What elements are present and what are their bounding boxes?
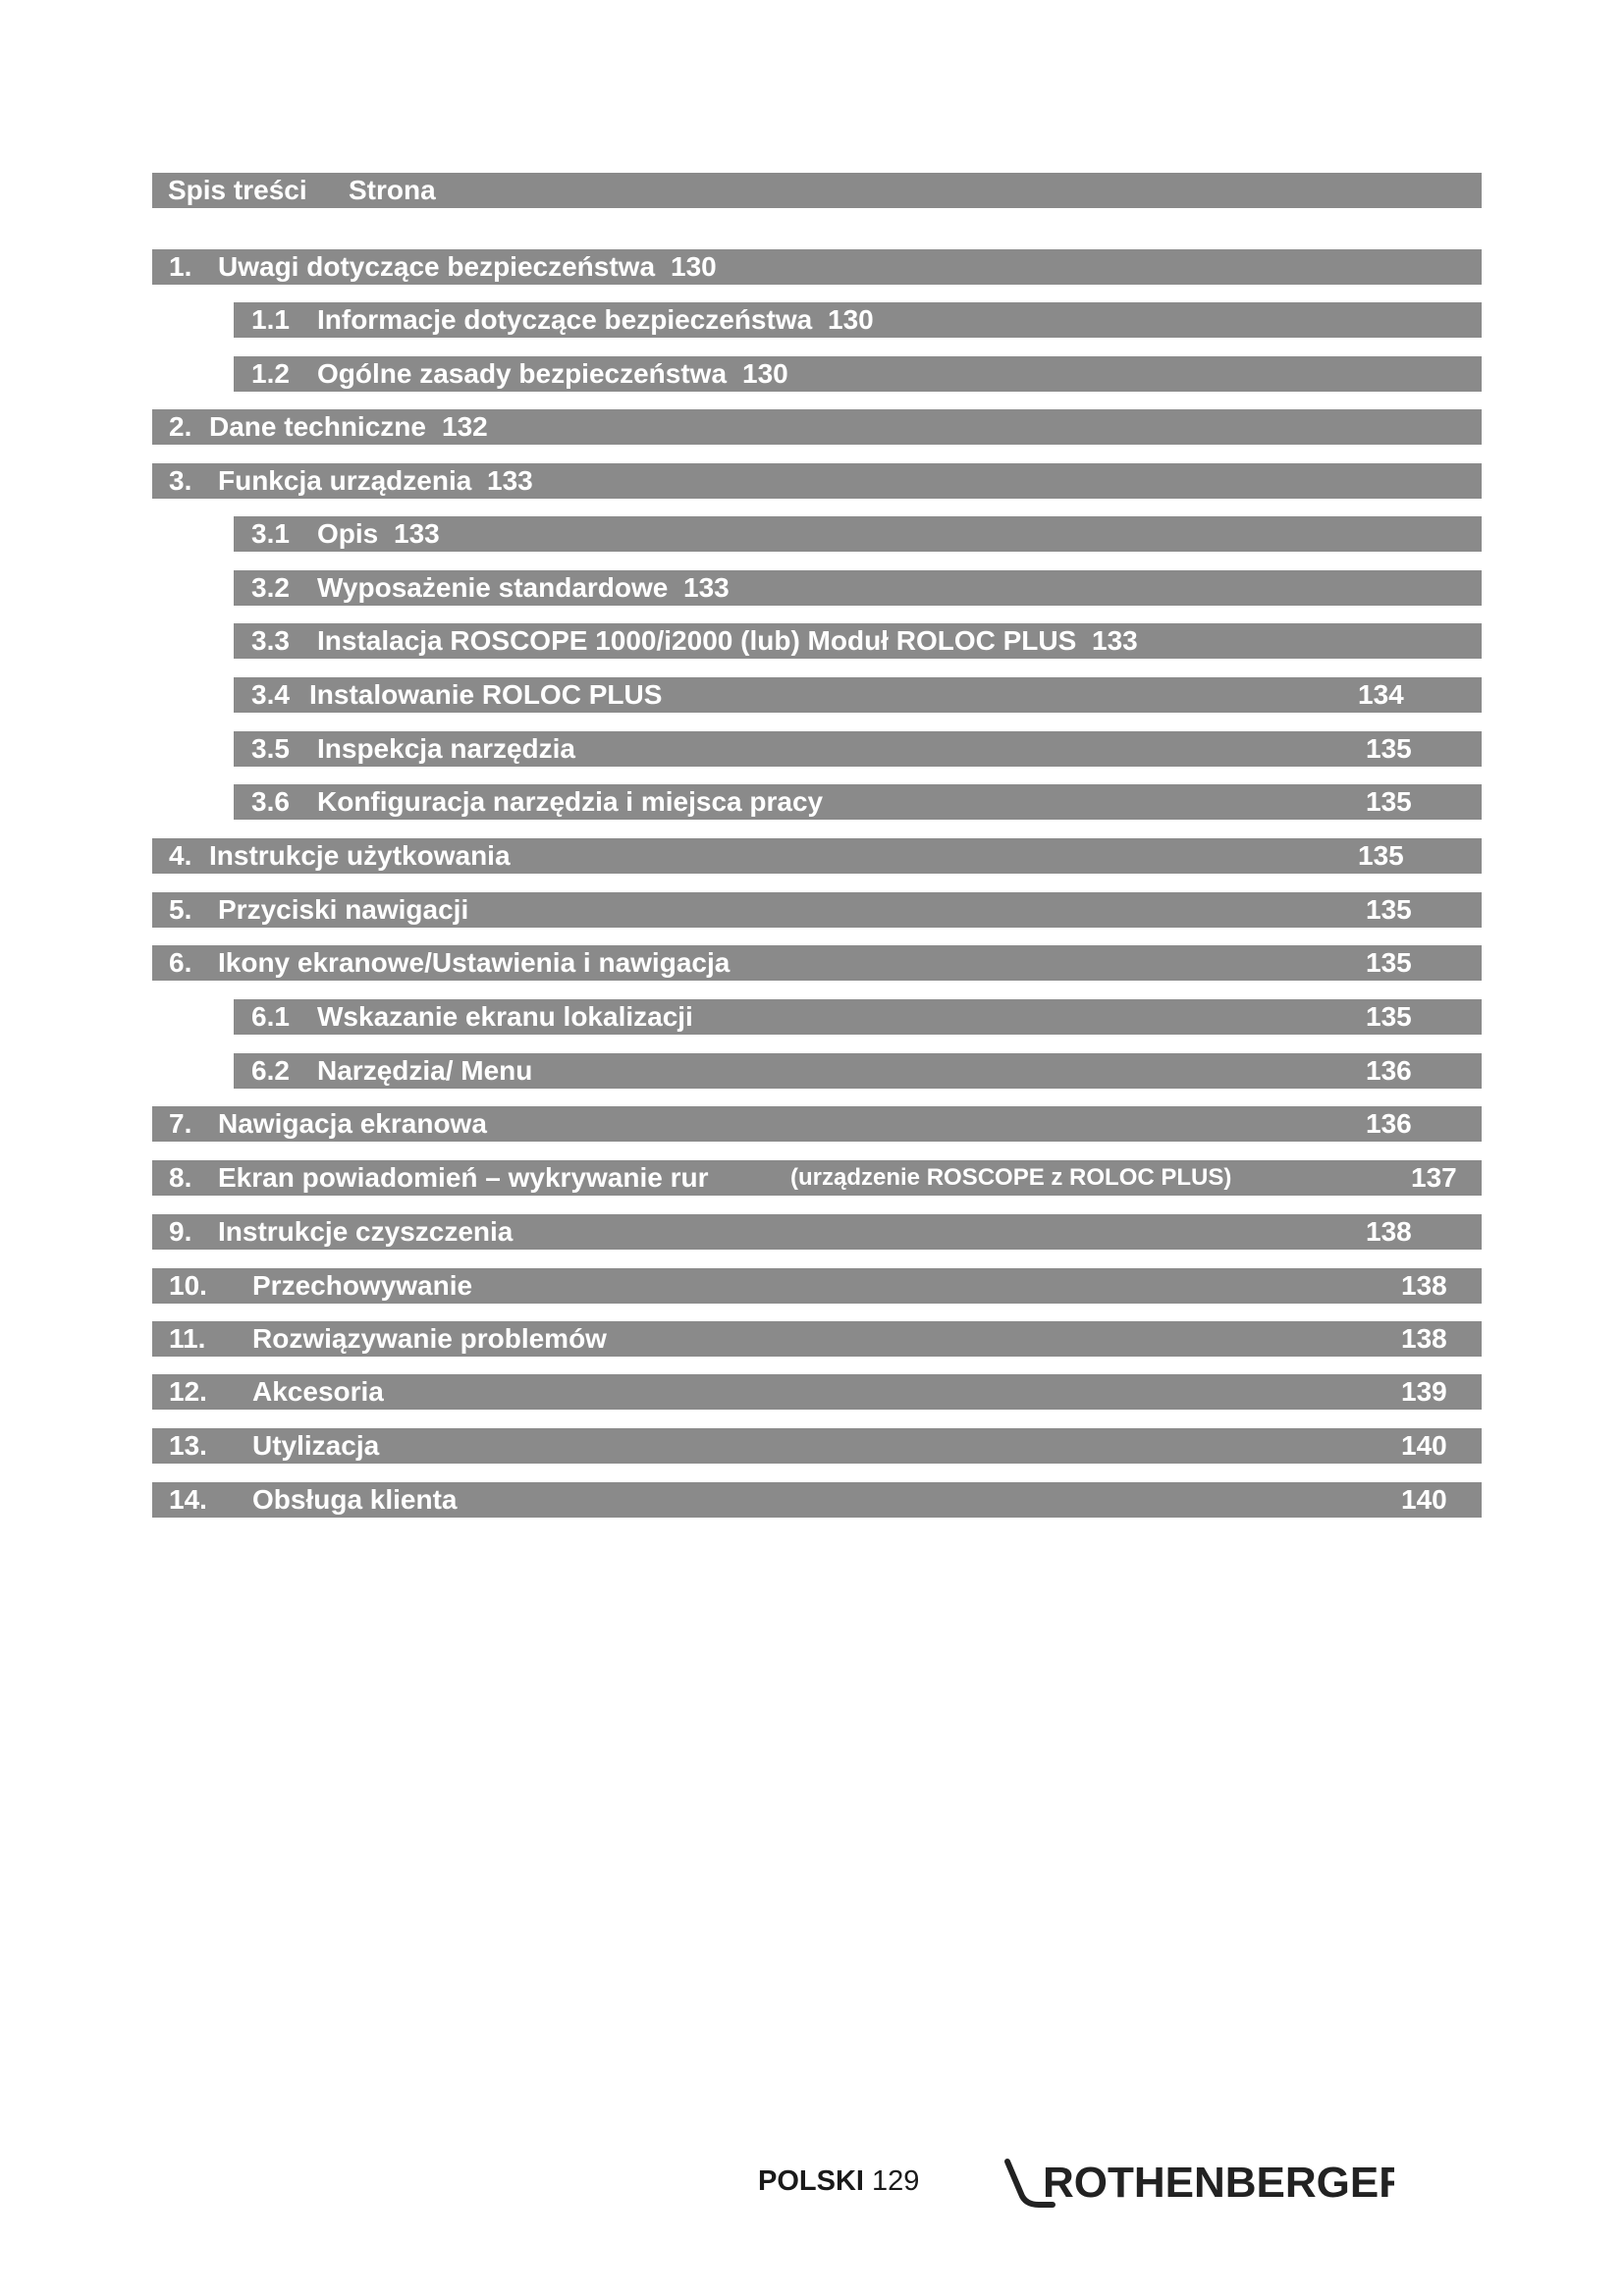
toc-entry-number: 6.1: [251, 1001, 290, 1032]
toc-entry-page: 132: [442, 411, 488, 442]
toc-entry-page: 135: [1358, 840, 1404, 871]
toc-entry-title: Narzędzia/ Menu: [317, 1055, 533, 1086]
toc-entry: [152, 409, 1482, 445]
toc-entry-page: 138: [1401, 1270, 1447, 1301]
footer-page-label: [758, 2165, 919, 2198]
toc-entry-number: 9.: [169, 1216, 192, 1247]
toc-entry-number: 3.6: [251, 786, 290, 817]
toc-entry-page: 135: [1366, 786, 1412, 817]
toc-entry: [234, 516, 1482, 552]
toc-entry-number: 11.: [169, 1323, 206, 1354]
toc-entry-number: 4.: [169, 840, 192, 871]
toc-entry-number: 10.: [169, 1270, 207, 1301]
toc-entry-title: Ogólne zasady bezpieczeństwa: [317, 358, 728, 389]
toc-entry-page: 136: [1366, 1108, 1412, 1139]
toc-entry-page: 139: [1401, 1376, 1447, 1407]
toc-entry: [152, 945, 1482, 981]
toc-entry-number: 3.5: [251, 733, 290, 764]
toc-entry-title: Instrukcje czyszczenia: [218, 1216, 514, 1247]
toc-entry: [152, 1374, 1482, 1410]
toc-entry: [152, 1482, 1482, 1518]
toc-entry-title: Informacje dotyczące bezpieczeństwa: [317, 304, 813, 335]
toc-entry-title: Przyciski nawigacji: [218, 894, 469, 925]
toc-entry: [152, 1268, 1482, 1304]
toc-entry-title: Ekran powiadomień – wykrywanie rur: [218, 1162, 709, 1193]
toc-entry-number: 1.: [169, 251, 192, 282]
toc-entry-number: 7.: [169, 1108, 192, 1139]
toc-entry-page: 140: [1401, 1430, 1447, 1461]
toc-entry-title: Funkcja urządzenia: [218, 465, 472, 496]
toc-entry-number: 3.3: [251, 625, 290, 656]
toc-entry-title: Instalacja ROSCOPE 1000/i2000 (lub) Moduł ROLOC PLUS: [317, 625, 1077, 656]
toc-entry-number: 12.: [169, 1376, 207, 1407]
toc-entry: [152, 1321, 1482, 1357]
toc-entry-number: 1.2: [251, 358, 290, 389]
toc-entry: [234, 731, 1482, 767]
toc-header-page-column: Strona: [349, 175, 436, 205]
toc-entry-title: Dane techniczne: [209, 411, 426, 442]
toc-entry-page: 135: [1366, 1001, 1412, 1032]
toc-entry-number: 13.: [169, 1430, 207, 1461]
toc-entry-number: 3.2: [251, 572, 290, 603]
toc-entry: [152, 1428, 1482, 1464]
toc-entry-title: Instalowanie ROLOC PLUS: [309, 679, 663, 710]
toc-entry-title: Rozwiązywanie problemów: [252, 1323, 607, 1354]
brand-logo: [1001, 2150, 1394, 2215]
toc-entry-title: Przechowywanie: [252, 1270, 473, 1301]
toc-entry-title: Inspekcja narzędzia: [317, 733, 576, 764]
toc-entry: [234, 623, 1482, 659]
toc-entry-title: Opis: [317, 518, 379, 549]
toc-entry-page: 133: [683, 572, 730, 603]
toc-header-title: Spis treści: [168, 175, 307, 205]
toc-entry-title: Akcesoria: [252, 1376, 384, 1407]
brand-name-text: ROTHENBERGER: [1043, 2159, 1394, 2207]
toc-entry-number: 3.: [169, 465, 192, 496]
toc-entry: [152, 463, 1482, 499]
toc-entry-page: 135: [1366, 894, 1412, 925]
toc-entry-page: 133: [1092, 625, 1138, 656]
toc-entry-title: Instrukcje użytkowania: [209, 840, 511, 871]
toc-entry-title: Utylizacja: [252, 1430, 380, 1461]
toc-entry-page: 133: [394, 518, 440, 549]
toc-entry-page: 133: [487, 465, 533, 496]
toc-entry-page: 137: [1411, 1162, 1457, 1193]
toc-entry-page: 138: [1401, 1323, 1447, 1354]
toc-entry-title: Uwagi dotyczące bezpieczeństwa: [218, 251, 656, 282]
toc-entry: [234, 999, 1482, 1035]
rothenberger-logo-icon: [1001, 2150, 1394, 2215]
toc-entry-number: 3.1: [251, 518, 290, 549]
toc-entry-page: 135: [1366, 947, 1412, 978]
toc-entry-title: Konfiguracja narzędzia i miejsca pracy: [317, 786, 824, 817]
toc-entry-title: Obsługa klienta: [252, 1484, 458, 1515]
toc-entry-page: 130: [828, 304, 874, 335]
toc-entry: [152, 838, 1482, 874]
toc-entry-number: 2.: [169, 411, 192, 442]
toc-entry: [152, 1214, 1482, 1250]
toc-entry-title: Wskazanie ekranu lokalizacji: [317, 1001, 693, 1032]
toc-entry: [152, 249, 1482, 285]
toc-entry-number: 14.: [169, 1484, 207, 1515]
toc-entry-number: 3.4: [251, 679, 290, 710]
toc-entry-page: 140: [1401, 1484, 1447, 1515]
footer-language: POLSKI: [758, 2165, 864, 2197]
toc-entry-page: 134: [1358, 679, 1404, 710]
toc-entry-page: 136: [1366, 1055, 1412, 1086]
toc-entry: [152, 1106, 1482, 1142]
footer-page-number: 129: [872, 2165, 920, 2197]
toc-entry-page: 138: [1366, 1216, 1412, 1247]
toc-entry: [234, 677, 1482, 713]
toc-entry-title: Ikony ekranowe/Ustawienia i nawigacja: [218, 947, 731, 978]
toc-entry-title: Nawigacja ekranowa: [218, 1108, 487, 1139]
toc-entry: [152, 1160, 1482, 1196]
toc-entry: [234, 356, 1482, 392]
toc-entry-page: 130: [671, 251, 717, 282]
toc-entry-number: 8.: [169, 1162, 192, 1193]
toc-entry: [234, 570, 1482, 606]
toc-entry-number: 5.: [169, 894, 192, 925]
toc-entry: [152, 892, 1482, 928]
toc-entry-number: 6.2: [251, 1055, 290, 1086]
toc-entry: [234, 1053, 1482, 1089]
toc-entry-note: (urządzenie ROSCOPE z ROLOC PLUS): [790, 1164, 1232, 1191]
toc-entry: [234, 302, 1482, 338]
toc-entry-page: 130: [742, 358, 788, 389]
toc-header-bar: [152, 173, 1482, 208]
toc-entry-title: Wyposażenie standardowe: [317, 572, 669, 603]
toc-entry-number: 1.1: [251, 304, 290, 335]
toc-entry-number: 6.: [169, 947, 192, 978]
toc-entry-page: 135: [1366, 733, 1412, 764]
toc-entry: [234, 784, 1482, 820]
